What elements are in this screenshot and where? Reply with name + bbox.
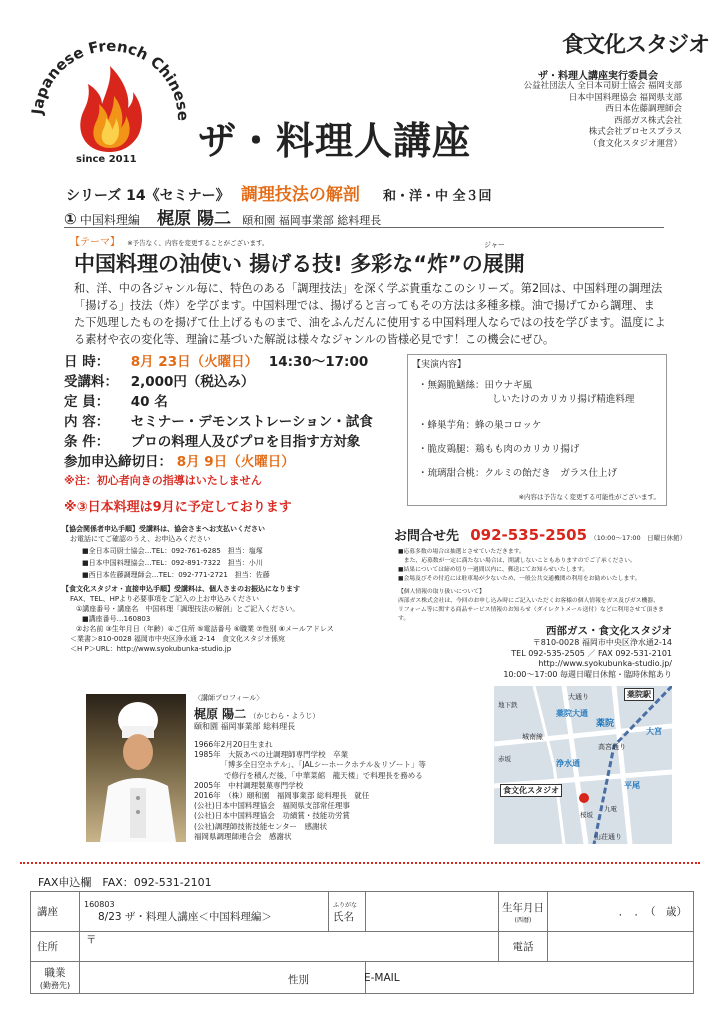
series-theme: 調理技法の解剖 (240, 185, 360, 205)
privacy-title: 【個人情報の取り扱いについて】 (398, 589, 485, 595)
contact-note: ■応募多数の場合は抽選とさせていただきます。 (398, 549, 525, 555)
menu-item (418, 417, 541, 431)
map-label: 大通り (568, 693, 589, 701)
menu-item-desc: クルミの飴だき ガラス仕上げ (484, 468, 617, 479)
direct-line: FAX、TEL、HPより必要事項をご記入の上お申込みください (70, 595, 260, 603)
assoc-line: ■全日本司厨士協会…TEL：092-761-6285 担当：塩塚 (82, 547, 263, 555)
contact-hours: （10:00〜17:00 日曜日休館） (590, 534, 687, 542)
date-value: 8月 23日（火曜日） (130, 354, 259, 370)
assoc-title: 【協会関係者申込手順】受講料は、協会さまへお支払いください (62, 525, 265, 533)
map-label: 薬院大通 (556, 709, 588, 718)
details (64, 352, 404, 515)
address-field[interactable] (80, 932, 499, 962)
menu-item-name: ・脆皮鶏腿： (418, 444, 476, 455)
profile-name-row (194, 705, 494, 722)
session-number: ① (64, 210, 77, 228)
menu-item-name: ・蜂巣芋角： (418, 420, 476, 431)
privacy-line: 西部ガス株式会社は、今回のお申し込み時にご記入いただくお客様の個人情報をガス及びガス機器、 (398, 598, 659, 604)
logo-arc-text: Japanese French Chinese (28, 36, 193, 122)
logo-since: since 2011 (76, 154, 137, 165)
menu-item-name: ・琉璃甜合桃： (418, 468, 485, 479)
phone-field[interactable] (548, 932, 694, 962)
series-row (66, 180, 492, 205)
contact-label: お問合せ先 (394, 529, 460, 544)
sponsor-line: 西部ガス株式会社 (613, 115, 682, 126)
fee-value: 2,000円（税込み） (130, 374, 255, 390)
contact-row (394, 525, 686, 544)
menu-title: 【実演内容】 (412, 360, 467, 370)
studio-address: 〒810-0028 福岡市中央区浄水通2-14 (532, 638, 672, 647)
fax-form (30, 891, 694, 994)
email-label: E-MAIL (364, 971, 400, 984)
menu-item-desc: 鶏もも肉のカリカリ揚げ (475, 444, 580, 455)
series-label: シリーズ 14《セミナー》 (66, 188, 230, 204)
menu-item-desc2: しいたけのカリカリ揚げ精進料理 (492, 394, 635, 405)
assoc-sub: お電話にてご確認のうえ、お申込みください (70, 535, 211, 543)
job-label-cell (31, 962, 80, 994)
flame-logo-icon (20, 24, 210, 174)
contact-phone: 092-535-2505 (470, 526, 588, 544)
condition-label: 条 件： (64, 434, 110, 450)
menu-item-desc: 田ウナギ風 (484, 380, 533, 391)
career-line: 1966年2月20日生まれ (194, 740, 273, 749)
contact-note: ■結果については締め切り一週間以内に、郵送にてお知らせいたします。 (398, 567, 589, 573)
deadline-row (64, 452, 404, 472)
session-row (64, 204, 381, 229)
map-studio-label: 食文化スタジオ (500, 784, 562, 797)
contact-notes (398, 548, 664, 624)
map-label: 薬院駅 (624, 688, 654, 701)
content-label: 内 容： (64, 414, 110, 430)
name-label-cell (329, 892, 366, 932)
map-label: 高宮通り (598, 743, 626, 751)
content-value: セミナー・デモンストレーション・試食 (130, 414, 373, 430)
profile-position: 頤和園 福岡事業部 総料理長 (194, 722, 296, 731)
career-line: (公社)日本中国料理協会 功績賞・技能功労賞 (194, 811, 350, 821)
direct-line: ①講座番号・講座名 中国料理「調理技法の解剖」とご記入ください。 (76, 605, 300, 613)
menu-item-desc: 蜂の巣コロッケ (475, 420, 542, 431)
logo (20, 24, 210, 174)
privacy-line: リフォーム等に関する商品サービス情報のお知らせ（ダイレクトメール送付）などに利用させて頂きます。 (398, 607, 664, 622)
japanese-note: ※③日本料理は9月に予定しております (64, 500, 292, 515)
sponsor-line: 株式会社プロセスプラス (588, 127, 682, 137)
course-label: 講座 (31, 892, 80, 932)
course-cell[interactable] (80, 892, 329, 932)
profile (194, 693, 494, 842)
menu-note: ※内容は予告なく変更する可能性がございます。 (518, 493, 660, 501)
map-label: 地下鉄 (498, 701, 518, 709)
name-field[interactable] (366, 892, 499, 932)
access-map (494, 686, 672, 844)
map-label: 浄水通 (556, 759, 580, 768)
date-row (64, 352, 404, 372)
email-field[interactable] (366, 962, 694, 994)
beginner-note: ※注：初心者向きの指導はいたしません (64, 474, 262, 487)
condition-value: プロの料理人及びプロを目指す方対象 (130, 434, 361, 450)
date-label: 日 時： (64, 354, 110, 370)
map-label: 大宮 (646, 727, 662, 736)
map-label: 桜坂 (580, 811, 593, 819)
career-line: (公社)日本中国料理協会 福岡県支部常任理事 (194, 801, 350, 811)
studio-url[interactable]: http://www.syokubunka-studio.jp/ (538, 659, 672, 668)
direct-line: ②お名前 ③生年月日（年齢）④ご住所 ⑤電話番号 ⑥職業 ⑦性別 ⑧メールアドレス (76, 625, 334, 633)
career-line: 福岡県調理師連合会 感謝状 (194, 831, 292, 841)
menu-item (418, 379, 634, 407)
studio-hours: 10:00〜17:00 毎週日曜日休館・臨時休館あり (503, 669, 672, 679)
map-label: 九電 (604, 805, 617, 813)
sponsor-brand: 食文化スタジオ (562, 33, 710, 58)
course-name: 8/23 ザ・料理人講座＜中国料理編＞ (98, 910, 272, 923)
fax-header: FAX申込欄 FAX：092-531-2101 (38, 876, 212, 889)
direct-line: ＜業書＞810-0028 福岡市中央区浄水通 2-14 食文化スタジオ係宛 (70, 635, 286, 643)
session-chef-title: 頤和園 福岡事業部 総料理長 (242, 214, 382, 227)
theme-ruby: ジャー (484, 241, 505, 249)
capacity-label: 定 員： (64, 394, 110, 410)
career-line: 2016年 （株）頤和園 福岡事業部 総料理長 就任 (194, 791, 370, 801)
career-line: 1985年 大阪あべの辻調理師専門学校 卒業 (194, 750, 349, 760)
page-title: ザ・料理人講座 (198, 119, 472, 163)
fee-row (64, 372, 404, 392)
deadline-label: 参加申込締切日： (64, 454, 172, 470)
map-label: 薬院 (596, 719, 615, 729)
chef-photo (86, 694, 186, 842)
contact-note: また、応募数が一定に満たない場合は、開講しないこともありますのでご了承ください。 (398, 558, 636, 564)
deadline-value: 8月 9日（火曜日） (176, 454, 295, 470)
postal-mark: 〒 (86, 934, 97, 946)
sponsor-line: 公益社団法人 全日本司厨士協会 福岡支部 (523, 81, 682, 91)
career-line: (公社)調理師技術技能センター 感謝状 (194, 821, 328, 831)
sponsor-line: （食文化スタジオ運営） (588, 138, 682, 149)
series-genres: 和・洋・中 全３回 (383, 189, 492, 204)
sponsor-line: 日本中国料理協会 福岡県支部 (568, 92, 682, 103)
session-genre: 中国料理編 (79, 213, 140, 227)
capacity-value: 40 名 (130, 394, 168, 410)
gender-label: 性別 (288, 974, 309, 986)
direct-line: ＜H P＞URL：http://www.syokubunka-studio.jp (70, 645, 232, 653)
map-label: 赤坂 (498, 755, 511, 763)
assoc-line: ■日本中国料理協会…TEL：092-891-7322 担当：小川 (82, 559, 263, 567)
furigana-label: ふりがな (333, 901, 358, 909)
theme-tag: 【テーマ】 (70, 237, 120, 248)
theme-note: ※予告なく、内容を変更することがございます。 (127, 239, 269, 247)
address-label: 住所 (31, 932, 80, 962)
studio-info (460, 624, 672, 680)
menu-item (418, 465, 617, 479)
birth-sub: (西暦) (514, 916, 532, 924)
map-label: 城南線 (522, 733, 543, 741)
job-label: 職業 (44, 966, 66, 979)
menu-item (418, 441, 579, 455)
course-number: 160803 (84, 899, 115, 909)
career-line: 「博多全日空ホテル」、「JALシーホークホテル＆リゾート」等 (194, 760, 426, 770)
theme-tag-row (70, 233, 268, 248)
map-label: 山荘通り (594, 833, 622, 841)
name-label: 氏名 (333, 910, 354, 923)
direct-title: 【食文化スタジオ・直接申込手順】受講料は、個人さまのお振込になります (62, 585, 300, 593)
apply-section (62, 524, 392, 654)
birth-field[interactable]: ． ． （ 歳） (548, 892, 694, 932)
contact-note: ■会場及びその付近には駐車場が少ないため、一般公共交通機関の利用をお勧めいたします。 (398, 576, 641, 582)
profile-kana: （かじわら・ようじ） (249, 712, 320, 720)
cut-line (20, 862, 700, 864)
profile-career (194, 740, 494, 842)
profile-title: 〈講師プロフィール〉 (194, 694, 264, 702)
sponsor-list (524, 81, 682, 150)
capacity-row (64, 392, 404, 412)
time-value: 14:30〜17:00 (268, 354, 369, 370)
career-line: で修行を積んだ後、「中華菜館 龍天楼」で料理長を務める (194, 770, 423, 780)
divider (64, 227, 664, 228)
birth-label: 生年月日 (502, 901, 544, 914)
assoc-line: ■西日本佐藤調理師会…TEL：092-771-2721 担当：佐藤 (82, 571, 270, 579)
map-label: 平尾 (624, 781, 640, 790)
session-chef-name: 梶原 陽二 (157, 209, 232, 229)
career-line: 2005年 中村調理製菓専門学校 (194, 780, 304, 790)
sponsor-line: 西日本佐藤調理師会 (605, 104, 682, 114)
fee-label: 受講料： (64, 374, 118, 390)
content-row (64, 412, 404, 432)
condition-row (64, 432, 404, 452)
studio-name: 西部ガス・食文化スタジオ (546, 625, 672, 637)
menu-item-name: ・無錫脆鱔絲： (418, 380, 485, 391)
studio-telfax: TEL 092-535-2505 ／ FAX 092-531-2101 (511, 648, 672, 658)
sponsor-committee: ザ・料理人講座実行委員会 (538, 71, 658, 82)
profile-name: 梶原 陽二 (194, 707, 247, 721)
birth-label-cell (499, 892, 548, 932)
phone-label: 電話 (499, 932, 548, 962)
direct-line: ■講座番号…160803 (82, 615, 151, 623)
theme-heading: 中国料理の油使い 揚げる技! 多彩な“炸”の展開 (74, 252, 525, 276)
chef-figure-icon (86, 694, 186, 842)
theme-body: 和、洋、中の各ジャンル毎に、特色のある「調理技法」を深く学ぶ貴重なこのシリーズ。第2回は、中国料理の調理法「揚げる」技法（炸）を学びます。中国料理では、揚げると言ってもその方法は多種多様。油で揚げてから調理、また下処理したものを揚げて仕上げるものまで、油をふんだんに使用する中国料理人ならではの技を学びます。温度による素材や衣の変化等、理論に基づいた解説は様々なジャンルの皆様必見です！この機会にぜひ。 (74, 282, 666, 346)
job-field[interactable] (80, 962, 366, 994)
job-sub: (勤務先) (39, 980, 71, 990)
menu-box (407, 354, 667, 506)
